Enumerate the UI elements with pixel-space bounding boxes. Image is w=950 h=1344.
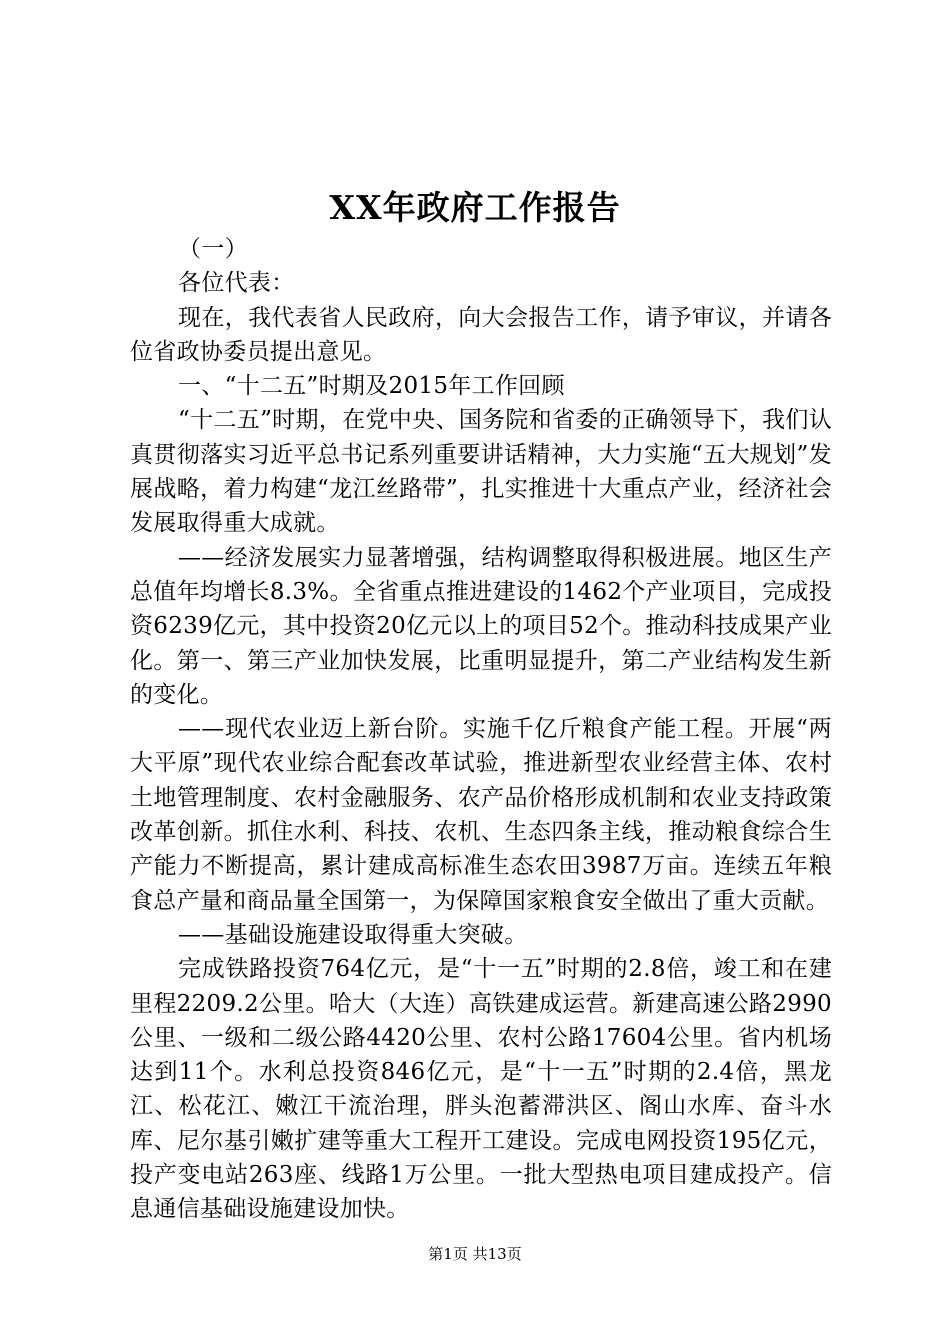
page-footer: 第1页 共13页	[428, 1245, 522, 1263]
paragraph: 各位代表：	[178, 270, 295, 297]
paragraph: “十二五”时期，在党中央、国务院和省委的正确领导下，我们认真贯彻落实习近平总书记系列重要讲话精神，大力实施“五大规划”发展战略，着力构建“龙江丝路带”，扎实推进十大重点产业，经济社会发展取得重大成就。	[130, 407, 832, 537]
document-body	[130, 232, 832, 1227]
paragraph: 完成铁路投资764亿元，是“十一五”时期的2.8倍，竣工和在建里程2209.2公里。哈大（大连）高铁建成运营。新建高速公路2990公里、一级和二级公路4420公里、农村公路17604公里。省内机场达到11个。水利总投资846亿元，是“十一五”时期的2.4倍，黑龙江、松花江、嫩江干流治理，胖头泡蓄滞洪区、阁山水库、奋斗水库、尼尔基引嫩扩建等重大工程开工建设。完成电网投资195亿元，投产变电站263座、线路1万公里。一批大型热电项目建成投产。信息通信基础设施建设加快。	[130, 956, 832, 1223]
section-heading: 一、“十二五”时期及2015年工作回顾	[178, 373, 565, 400]
paragraph: ——经济发展实力显著增强，结构调整取得积极进展。地区生产总值年均增长8.3%。全省重点推进建设的1462个产业项目，完成投资6239亿元，其中投资20亿元以上的项目52个。推动科技成果产业化。第一、第三产业加快发展，比重明显提升，第二产业结构发生新的变化。	[130, 544, 832, 708]
document-title: XX年政府工作报告	[329, 188, 621, 227]
paragraph: ——现代农业迈上新台阶。实施千亿斤粮食产能工程。开展“两大平原”现代农业综合配套改革试验，推进新型农业经营主体、农村土地管理制度、农村金融服务、农产品价格形成机制和农业支持政策改革创新。抓住水利、科技、农机、生态四条主线，推动粮食综合生产能力不断提高，累计建成高标准生态农田3987万亩。连续五年粮食总产量和商品量全国第一，为保障国家粮食安全做出了重大贡献。	[130, 716, 832, 914]
paragraph: ——基础设施建设取得重大突破。	[178, 921, 528, 948]
paragraph: 现在，我代表省人民政府，向大会报告工作，请予审议，并请各位省政协委员提出意见。	[130, 304, 832, 365]
paragraph: （一）	[178, 236, 248, 262]
